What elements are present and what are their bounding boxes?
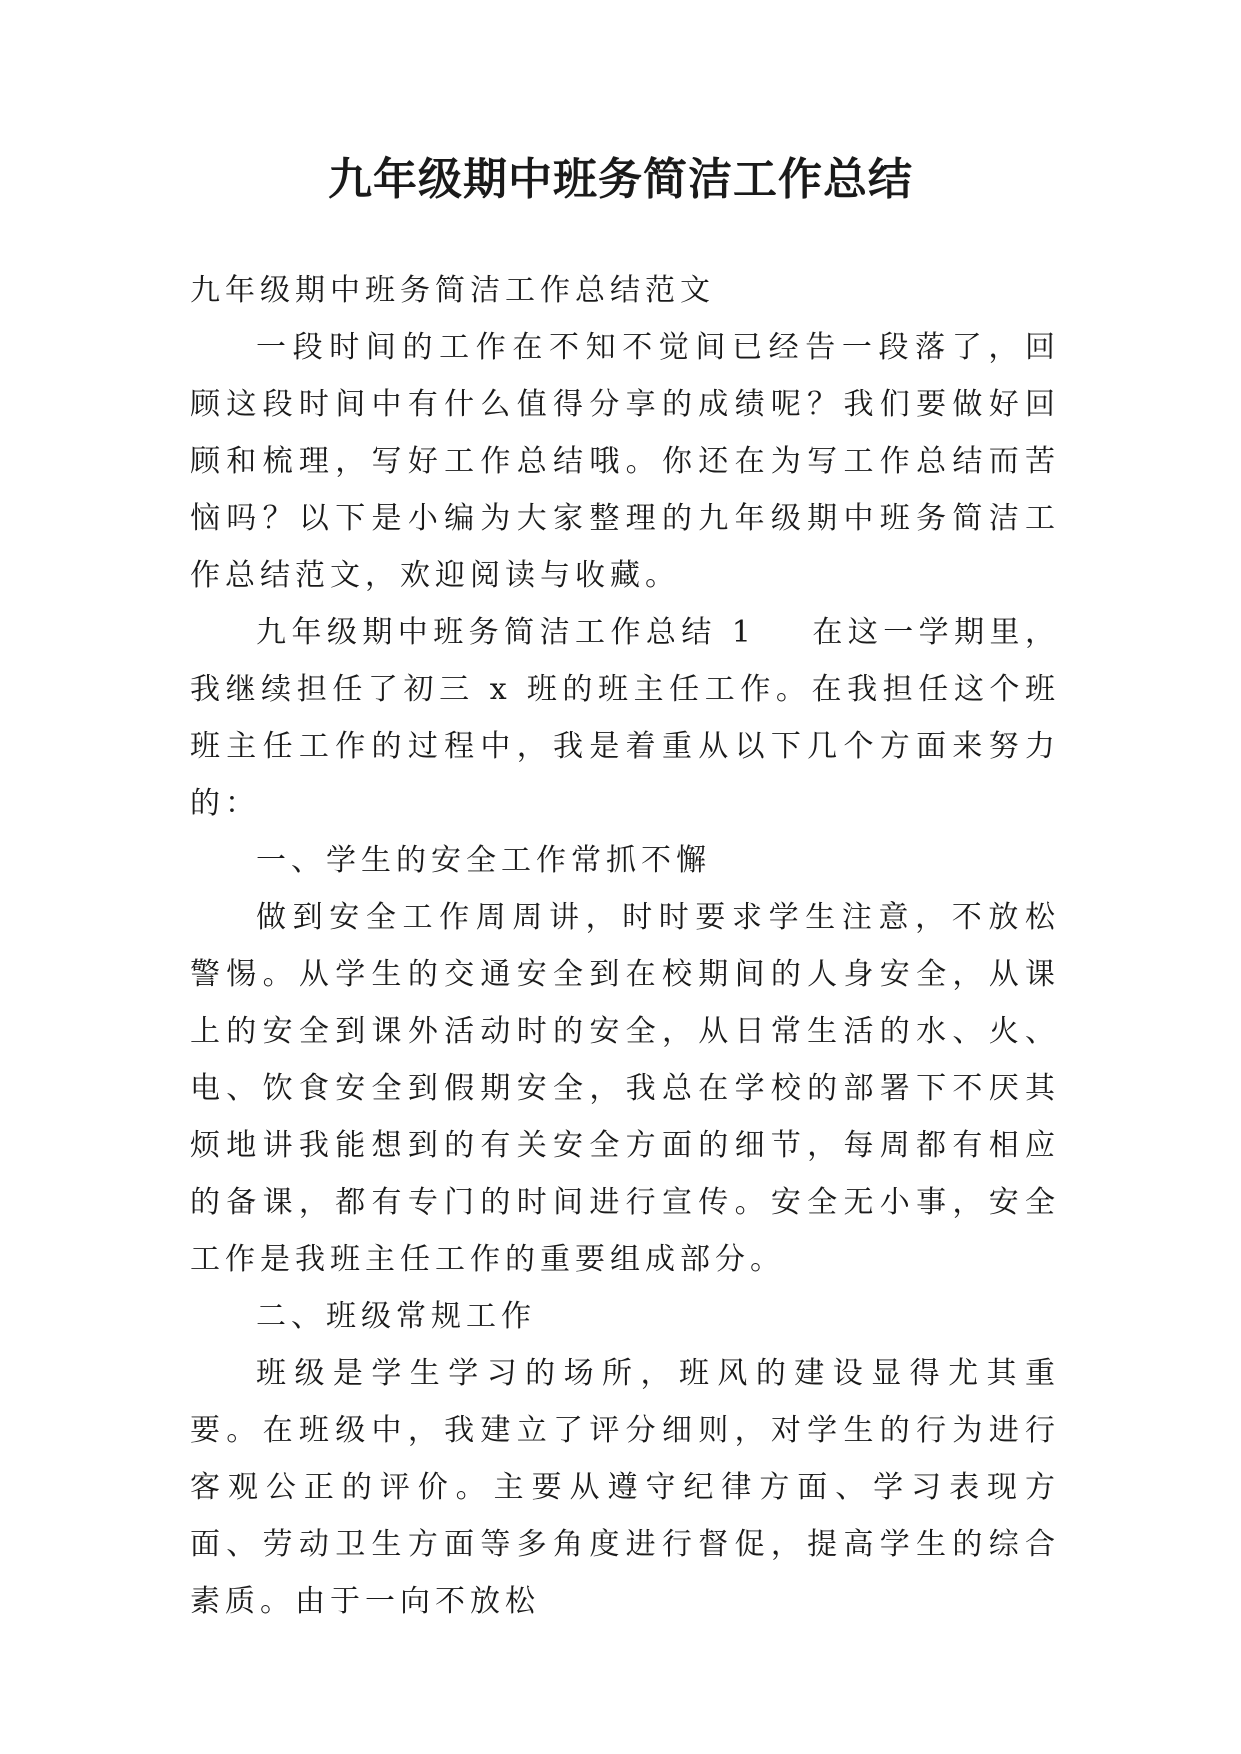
document-body bbox=[190, 262, 1060, 1630]
document-title: 九年级期中班务简洁工作总结 bbox=[328, 154, 913, 205]
heading-safety: 一、学生的安全工作常抓不懈 bbox=[256, 843, 711, 878]
heading-class-routine: 二、班级常规工作 bbox=[256, 1299, 536, 1334]
safety-paragraph: 做到安全工作周周讲，时时要求学生注意，不放松警惕。从学生的交通安全到在校期间的人身安全，从课上的安全到课外活动时的安全，从日常生活的水、火、电、饮食安全到假期安全，我总在学校的部署下不厌其烦地讲我能想到的有关安全方面的细节，每周都有相应的备课，都有专门的时间进行宣传。安全无小事，安全工作是我班主任工作的重要组成部分。 bbox=[190, 900, 1060, 1277]
section-1-text: 在这一学期里，我继续担任了初三 x 班的班主任工作。在我担任这个班班主任工作的过程中，我是着重从以下几个方面来努力的： bbox=[190, 615, 1060, 821]
class-routine-paragraph: 班级是学生学习的场所，班风的建设显得尤其重要。在班级中，我建立了评分细则，对学生的行为进行客观公正的评价。主要从遵守纪律方面、学习表现方面、劳动卫生方面等多角度进行督促，提高学生的综合素质。由于一向不放松 bbox=[190, 1356, 1060, 1619]
intro-paragraph: 一段时间的工作在不知不觉间已经告一段落了，回顾这段时间中有什么值得分享的成绩呢？我们要做好回顾和梳理，写好工作总结哦。你还在为写工作总结而苦恼吗？以下是小编为大家整理的九年级期中班务简洁工作总结范文，欢迎阅读与收藏。 bbox=[190, 330, 1060, 593]
section-1-paragraph bbox=[190, 604, 1060, 832]
section-1-heading: 九年级期中班务简洁工作总结 1 bbox=[256, 615, 756, 650]
document-subtitle: 九年级期中班务简洁工作总结范文 bbox=[190, 273, 715, 308]
